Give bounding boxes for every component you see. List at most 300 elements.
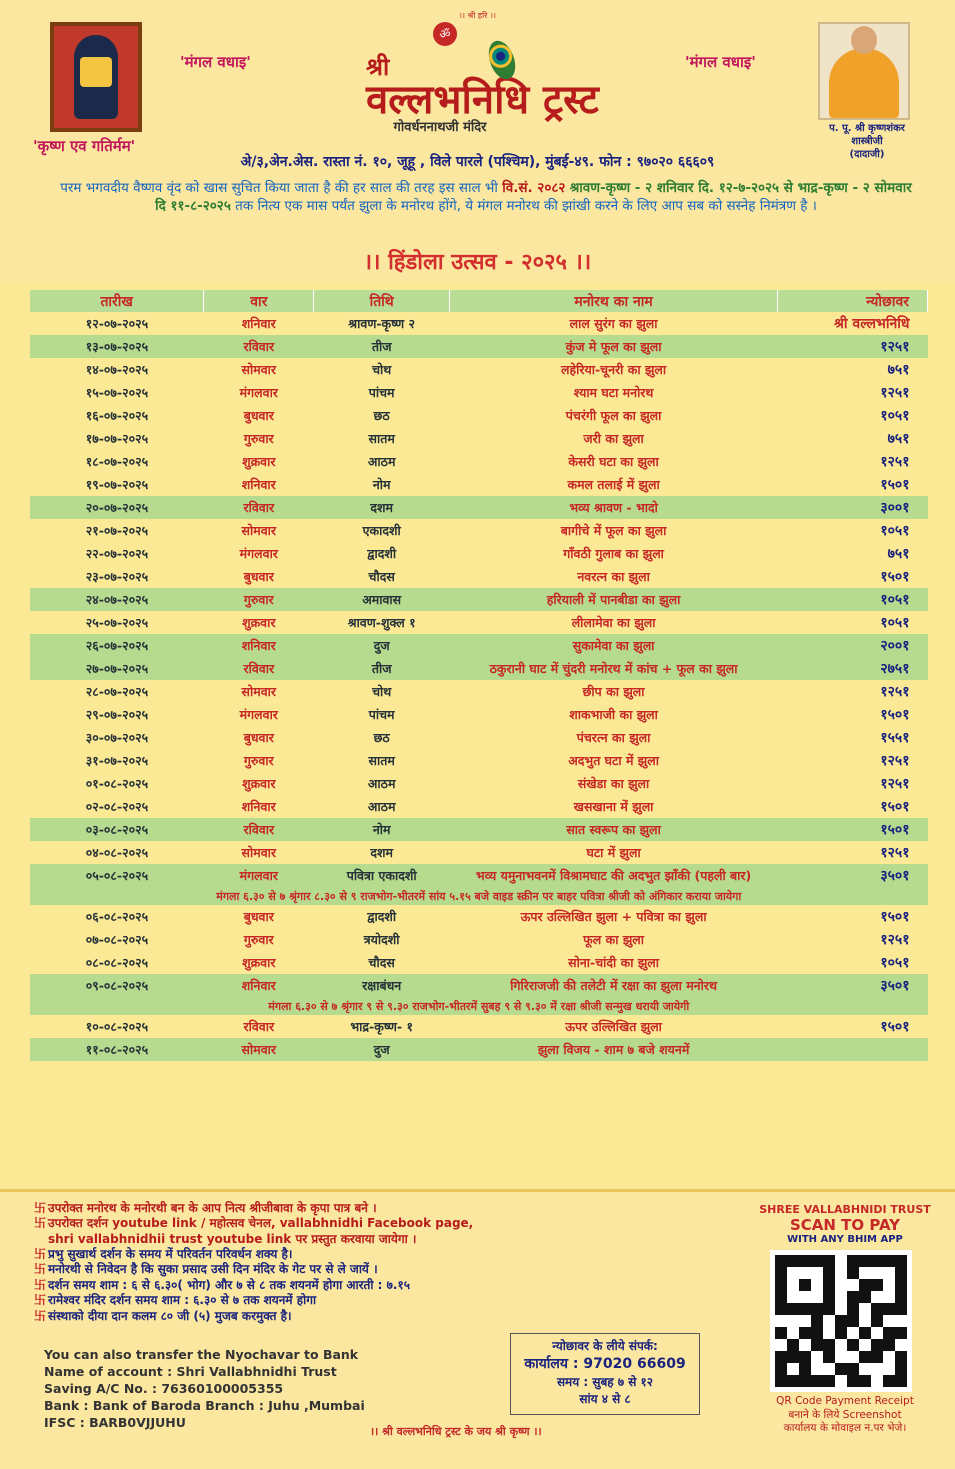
qr-module [847,1255,859,1267]
cell-tithi: आठम [367,799,396,814]
cell-manorath: पंचरंगी फूल का झुला [565,408,662,423]
cell-day: शनिवार [241,799,276,814]
qr-heading: SHREE VALLABHNIDI TRUST SCAN TO PAY WITH ANY BHIM APP [759,1203,931,1245]
cell-day: गुरुवार [243,431,274,446]
qr-module [775,1279,787,1291]
cell-tithi: आठम [367,776,396,791]
cell-amount: १५०१ [880,799,910,815]
row-note: मंगला ६.३० से ७ श्रृंगार ९ से ९.३० राजभोग-भीतरमें सुबह ९ से ९.३० में रक्षा श्रीजी सन्मुख धरायी जायेगी [30,997,928,1015]
qr-module [811,1327,823,1339]
cell-manorath: घटा में झुला [586,845,641,860]
qr-module [883,1351,895,1363]
cell-tithi: पांचम [368,707,395,722]
qr-module [787,1255,799,1267]
table-row [30,974,928,997]
cell-day: बुधवार [243,909,274,924]
qr-caption: QR Code Payment Receipt बनाने के लिये Screenshot कार्यालय के मोवाइल न.पर भेजे। [776,1395,914,1435]
cell-manorath: लीलामेवा का झुला [571,615,656,630]
cell-date: ३१-०७-२०२५ [85,753,149,768]
table-row [30,905,928,928]
qr-module [859,1363,871,1375]
cell-amount: २७५१ [778,657,928,680]
cell-amount: १२५१ [880,776,910,792]
temple-name: गोवर्धननाथजी मंदिर [393,120,487,135]
cell-amount: श्री वल्लभनिधि [834,316,910,332]
cell-day: मंगलवार [239,546,278,561]
cell-amount: १२५१ [880,684,910,700]
cell-day: बुधवार [243,408,274,423]
qr-module [871,1363,883,1375]
cell-amount: ७५१ [887,362,910,378]
cell-day: रविवार [204,496,314,519]
cell-amount [778,1038,928,1061]
qr-module [835,1255,847,1267]
cell-manorath: खसखाना में झुला [573,799,654,814]
table-row [30,519,928,542]
qr-module [823,1255,835,1267]
qr-module [787,1279,799,1291]
qr-module [871,1267,883,1279]
table-row [30,358,928,381]
qr-module [835,1303,847,1315]
cell-tithi: तीज [314,657,450,680]
cell-manorath: फूल का झुला [583,932,644,947]
swastik-icon: 卐 [34,1247,47,1262]
cell-amount: १५०१ [880,1019,910,1035]
qr-module [811,1303,823,1315]
header-day: वार [204,290,314,312]
cell-tithi: श्रावण-शुक्ल १ [347,615,416,630]
cell-day: शनिवार [241,316,276,331]
table-row [30,427,928,450]
cell-manorath: सात स्वरूप का झुला [450,818,778,841]
qr-module [823,1315,835,1327]
cell-date: १९-०७-२०२५ [85,477,149,492]
qr-module [823,1339,835,1351]
cell-date: २५-०७-२०२५ [85,615,149,630]
swastik-icon: 卐 [34,1201,47,1215]
cell-manorath: भव्य श्रावण - भादो [450,496,778,519]
qr-module [859,1339,871,1351]
note-item: 卐 उपरोक्त मनोरथ के मनोरथी बन के आप नित्य श्रीजीबावा के कृपा पात्र बने । [34,1201,377,1215]
table-row [30,496,928,519]
qr-module [775,1375,787,1387]
table-row [30,381,928,404]
cell-amount: १०५१ [880,523,910,539]
qr-module [847,1267,859,1279]
qr-module [883,1363,895,1375]
qr-module [799,1303,811,1315]
qr-module [871,1327,883,1339]
qr-module [859,1315,871,1327]
cell-tithi: चोथ [372,684,392,699]
qr-module [883,1291,895,1303]
qr-module [847,1363,859,1375]
cell-amount: १०५१ [880,615,910,631]
qr-module [847,1291,859,1303]
qr-module [799,1327,811,1339]
qr-module [883,1255,895,1267]
qr-module [847,1375,859,1387]
qr-module [859,1267,871,1279]
qr-module [787,1267,799,1279]
cell-tithi: पांचम [368,385,395,400]
cell-day: शुक्रवार [242,955,276,970]
cell-manorath: सुकामेवा का झुला [450,634,778,657]
qr-module [835,1291,847,1303]
qr-module [811,1279,823,1291]
deity-image [50,22,142,132]
table-row [30,657,928,680]
cell-day: बुधवार [243,569,274,584]
cell-day: सोमवार [241,523,276,538]
qr-module [799,1315,811,1327]
cell-date: २२-०७-२०२५ [85,546,149,561]
qr-module [835,1375,847,1387]
qr-module [835,1363,847,1375]
cell-tithi: छठ [373,408,390,423]
cell-date: १३-०७-२०२५ [30,335,204,358]
qr-module [895,1303,907,1315]
table-row [30,450,928,473]
cell-date: ०३-०८-२०२५ [30,818,204,841]
qr-module [799,1279,811,1291]
table-row [30,634,928,657]
cell-amount: १५०१ [880,707,910,723]
qr-module [883,1327,895,1339]
qr-module [895,1267,907,1279]
cell-tithi: दशम [314,496,450,519]
qr-module [895,1279,907,1291]
table-row [30,542,928,565]
table-row [30,335,928,358]
cell-manorath: जरी का झुला [583,431,644,446]
cell-date: ११-०८-२०२५ [30,1038,204,1061]
cell-manorath: गाँवठी गुलाब का झुला [563,546,664,561]
address: अे/३,अेन.अेस. रास्ता नं. १०, जूहू , विले पारले (पश्चिम), मुंबई-४९. फोन : ९७०२० ६६६०९ [240,154,715,170]
cell-date: ०२-०८-२०२५ [85,799,149,814]
qr-module [859,1279,871,1291]
qr-module [823,1327,835,1339]
qr-module [847,1303,859,1315]
qr-module [871,1279,883,1291]
festival-title: ।। हिंडोला उत्सव - २०२५ ।। [363,250,592,275]
cell-tithi: द्वादशी [367,909,397,924]
cell-manorath: गिरिराजजी की तलेटी में रक्षा का झुला मनोरथ [450,974,778,997]
qr-module [835,1267,847,1279]
note-item: 卐 मनोरथी से निवेदन है कि सुका प्रसाद उसी दिन मंदिर के गेट पर से ले जायें । [34,1262,378,1277]
schedule-body [30,312,928,1061]
table-row [30,312,928,335]
qr-module [835,1279,847,1291]
cell-tithi: चोथ [372,362,392,377]
qr-module [787,1291,799,1303]
cell-day: मंगलवार [204,864,314,887]
cell-manorath: पंचरत्न का झुला [576,730,651,745]
qr-module [775,1255,787,1267]
table-row [30,680,928,703]
qr-module [787,1327,799,1339]
cell-date: ०८-०८-२०२५ [85,955,149,970]
om-logo-icon: ॐ [433,22,457,46]
qr-module [859,1255,871,1267]
cell-day: शनिवार [204,974,314,997]
cell-tithi: छठ [373,730,390,745]
cell-tithi: दशम [370,845,393,860]
note-item: 卐 प्रभु सुखार्थ दर्शन के समय में परिवर्तन परिवर्धन शक्य है। [34,1247,293,1262]
qr-code[interactable] [770,1250,912,1392]
schedule-table [30,290,928,1061]
qr-module [895,1255,907,1267]
table-row [30,818,928,841]
cell-day: शनिवार [241,477,276,492]
cell-tithi: द्वादशी [367,546,397,561]
cell-date: ०१-०८-२०२५ [85,776,149,791]
note-item: 卐 संस्थाको दीया दान कलम ८० जी (५) मुजब करमुक्त है। [34,1308,292,1323]
qr-module [895,1363,907,1375]
qr-module [811,1291,823,1303]
cell-tithi: चौदस [368,569,395,584]
qr-module [883,1303,895,1315]
cell-day: रविवार [243,1019,275,1034]
qr-module [799,1363,811,1375]
cell-tithi: रक्षाबंधन [314,974,450,997]
qr-module [775,1315,787,1327]
cell-day: गुरुवार [243,753,274,768]
guru-photo [818,22,910,120]
qr-module [883,1315,895,1327]
qr-module [859,1351,871,1363]
trust-title: वल्लभनिधि ट्रस्ट [366,76,599,123]
cell-amount: १२५१ [880,932,910,948]
cell-date: २४-०७-२०२५ [30,588,204,611]
notes-list [34,1201,734,1324]
bank-details: You can also transfer the Nyochavar to Bank Name of account : Shri Vallabhnidhi Trust Saving A/C No. : 76360100005355 Bank : Bank of Baroda Branch : Juhu ,Mumbai IFSC : BARB0VJJUHU [44,1347,365,1430]
table-row [30,864,928,887]
qr-module [787,1351,799,1363]
qr-module [811,1255,823,1267]
cell-manorath: भव्य यमुनाभवनमें विश्रामघाट की अदभुत झाँकी (पहली बार) [450,864,778,887]
cell-manorath: छीप का झुला [582,684,645,699]
table-row [30,473,928,496]
cell-tithi: अमावास [314,588,450,611]
guru-caption: प. पू. श्री कृष्णशंकर शास्त्रीजी (दादाजी) [829,123,905,160]
qr-module [883,1375,895,1387]
qr-module [859,1327,871,1339]
cell-manorath: नवरत्न का झुला [577,569,650,584]
qr-module [859,1303,871,1315]
cell-tithi: दुज [314,634,450,657]
qr-module [847,1315,859,1327]
cell-amount: ३००१ [778,496,928,519]
qr-module [787,1339,799,1351]
cell-amount: १२५१ [778,335,928,358]
cell-manorath: केसरी घटा का झुला [568,454,659,469]
qr-module [823,1303,835,1315]
table-row [30,703,928,726]
cell-day: शनिवार [204,634,314,657]
cell-amount: १२५१ [880,753,910,769]
row-note: मंगला ६.३० से ७ श्रृंगार ८.३० से ९ राजभोग-भीतरमें सांय ५.१५ बजे वाइड स्क्रीन पर बाहर पवित्रा श्रीजी को अंगिकार कराया जायेगा [30,887,928,905]
cell-date: ०५-०८-२०२५ [30,864,204,887]
cell-date: १५-०७-२०२५ [85,385,149,400]
cell-tithi: दुज [314,1038,450,1061]
cell-amount: ३५०१ [778,864,928,887]
qr-module [811,1363,823,1375]
swastik-icon: 卐 [34,1262,47,1277]
cell-tithi: सातम [368,431,395,446]
cell-day: शुक्रवार [242,454,276,469]
qr-module [883,1279,895,1291]
cell-day: बुधवार [243,730,274,745]
cell-manorath: सोना-चांदी का झुला [568,955,659,970]
cell-tithi: एकादशी [362,523,401,538]
table-row [30,772,928,795]
qr-module [895,1291,907,1303]
qr-module [775,1327,787,1339]
qr-module [799,1291,811,1303]
qr-module [871,1315,883,1327]
cell-day: गुरुवार [204,588,314,611]
cell-tithi: भाद्र-कृष्ण- १ [350,1019,413,1034]
qr-module [835,1327,847,1339]
cell-date: २८-०७-२०२५ [85,684,149,699]
qr-module [775,1267,787,1279]
cell-amount: २००१ [778,634,928,657]
cell-day: मंगलवार [239,707,278,722]
cell-manorath: ऊपर उल्लिखित झुला [565,1019,662,1034]
top-invocation: ।। श्री हरि ।। [458,11,497,20]
intro-paragraph: परम भगवदीय वैष्णव वृंद को खास सुचित किया जाता है की हर साल की तरह इस साल भी वि.सं. २०८२ श्रावण-कृष्ण - २ शनिवार दि. १२-७-२०२५ से भाद्र-कृष्ण - २ सोमवार दि ११-८-२०२५ तक नित्य एक मास पर्यंत झुला के मनोरथ होंगे, ये मंगल मनोरथ की झांखी करने के लिए आप सब को सस्नेह निमंत्रण है । [60,180,912,214]
qr-module [835,1339,847,1351]
table-row [30,1015,928,1038]
qr-module [775,1291,787,1303]
qr-module [895,1351,907,1363]
qr-module [871,1351,883,1363]
cell-tithi: चौदस [368,955,395,970]
cell-amount: १५०१ [880,477,910,493]
cell-manorath: लहेरिया-चूनरी का झुला [561,362,667,377]
table-row [30,795,928,818]
cell-amount: १२५१ [880,385,910,401]
cell-tithi: तीज [314,335,450,358]
qr-module [775,1363,787,1375]
qr-module [799,1255,811,1267]
qr-module [871,1339,883,1351]
tagline-right: 'मंगल वधाइ' [685,53,756,71]
cell-date: ३०-०७-२०२५ [85,730,149,745]
cell-date: ०९-०८-२०२५ [30,974,204,997]
table-row [30,928,928,951]
cell-tithi: नोम [372,477,391,492]
qr-module [775,1303,787,1315]
cell-amount: १२५१ [880,845,910,861]
cell-day: सोमवार [241,684,276,699]
swastik-icon: 卐 [34,1308,47,1323]
cell-day: सोमवार [241,362,276,377]
qr-module [847,1339,859,1351]
qr-module [787,1315,799,1327]
note-item: 卐 रामेश्वर मंदिर दर्शन समय शाम : ६.३० से ७ तक शयनमें होगा [34,1293,317,1308]
cell-date: ०४-०८-२०२५ [85,845,149,860]
qr-module [787,1375,799,1387]
qr-module [775,1339,787,1351]
note-item: shri vallabhnidhii trust youtube link पर प्रस्तुत करवाया जायेगा । [48,1231,417,1246]
qr-module [895,1375,907,1387]
cell-amount: ७५१ [887,546,910,562]
cell-tithi: सातम [368,753,395,768]
cell-day: शुक्रवार [242,776,276,791]
cell-day: सोमवार [241,845,276,860]
cell-tithi: त्रयोदशी [363,932,400,947]
cell-amount: ३५०१ [778,974,928,997]
cell-day: शुक्रवार [242,615,276,630]
note-item: 卐 दर्शन समय शाम : ६ से ६.३०( भोग) और ७ से ८ तक शयनमें होगा आरती : ७.१५ [34,1277,410,1292]
qr-module [799,1375,811,1387]
cell-amount: १०५१ [778,588,928,611]
cell-amount: ७५१ [887,431,910,447]
cell-tithi: श्रावण-कृष्ण २ [348,316,416,331]
qr-module [871,1255,883,1267]
cell-manorath: कुंज मे फूल का झुला [450,335,778,358]
qr-module [871,1375,883,1387]
qr-module [799,1351,811,1363]
qr-module [823,1267,835,1279]
cell-date: २०-०७-२०२५ [30,496,204,519]
qr-module [811,1351,823,1363]
tagline-left: 'मंगल वधाइ' [180,53,251,71]
cell-tithi: पवित्रा एकादशी [314,864,450,887]
qr-module [775,1351,787,1363]
cell-manorath: बागीचे में फूल का झुला [560,523,667,538]
note-item: 卐 उपरोक्त दर्शन youtube link / महोत्सव चेनल, vallabhnidhi Facebook page, [34,1216,474,1231]
cell-manorath: शाकभाजी का झुला [569,707,658,722]
cell-amount: १०५१ [880,955,910,971]
cell-amount: १२५१ [880,454,910,470]
cell-amount: १५५१ [880,730,910,746]
cell-date: १८-०७-२०२५ [85,454,149,469]
cell-amount: १५०१ [880,569,910,585]
cell-manorath: झुला विजय - शाम ७ बजे शयनमें [450,1038,778,1061]
qr-module [871,1291,883,1303]
table-note-row [30,887,928,905]
table-row [30,404,928,427]
qr-module [859,1375,871,1387]
cell-tithi: आठम [367,454,396,469]
qr-module [835,1351,847,1363]
cell-date: २१-०७-२०२५ [85,523,149,538]
qr-module [787,1303,799,1315]
cell-date: १२-०७-२०२५ [85,316,149,331]
cell-manorath: अदभुत घटा में झुला [568,753,659,768]
qr-module [883,1267,895,1279]
qr-module [835,1315,847,1327]
closing-line: ।। श्री वल्लभनिधि ट्रस्ट के जय श्री कृष्ण ।। [370,1425,542,1438]
swastik-icon: 卐 [34,1277,47,1292]
table-header-row [30,290,928,312]
cell-manorath: श्याम घटा मनोरथ [573,385,654,400]
qr-module [787,1363,799,1375]
table-note-row [30,997,928,1015]
table-row [30,588,928,611]
qr-module [823,1351,835,1363]
qr-module [823,1375,835,1387]
cell-amount: १०५१ [880,408,910,424]
header-date: तारीख [30,290,204,312]
qr-module [895,1339,907,1351]
cell-day: रविवार [204,818,314,841]
cell-amount: १५०१ [880,909,910,925]
